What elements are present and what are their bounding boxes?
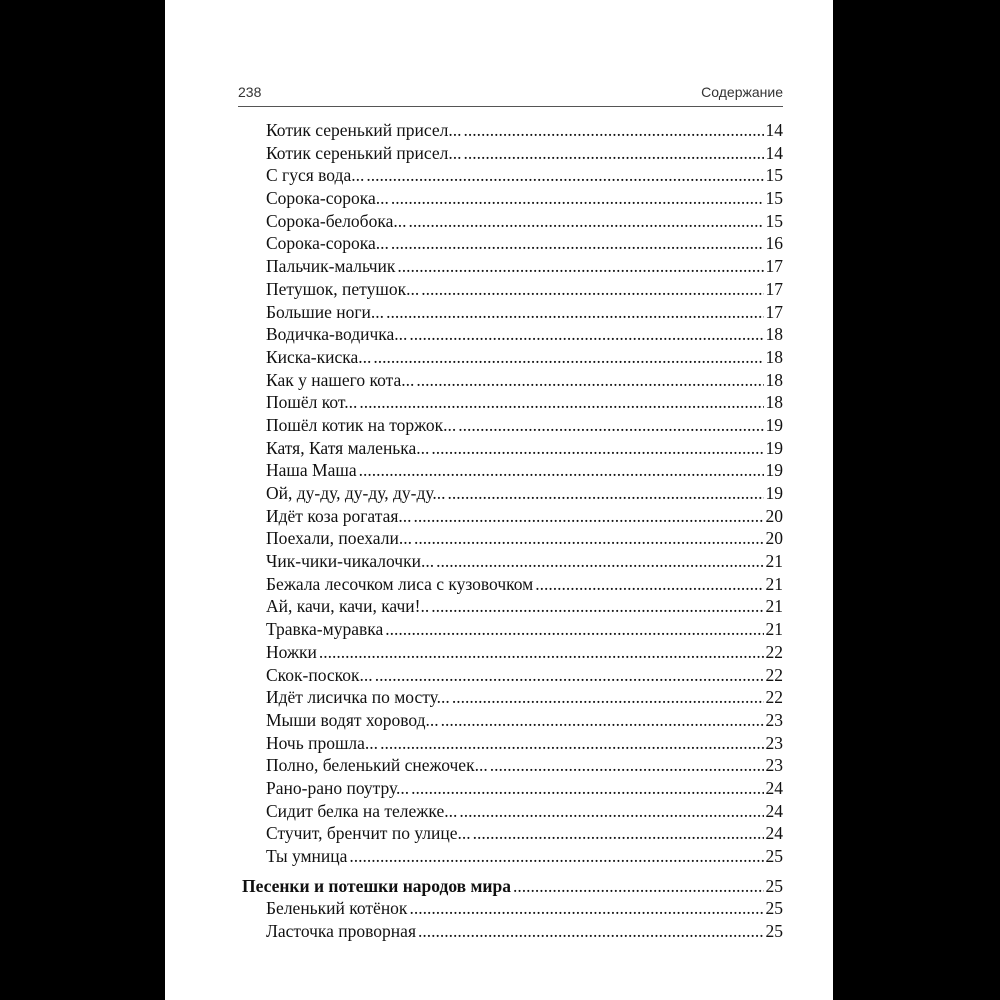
toc-entry-page: 14: [765, 142, 783, 163]
dot-leader: [359, 459, 764, 482]
dot-leader: [448, 482, 764, 505]
dot-leader: [359, 391, 763, 414]
dot-leader: [385, 618, 763, 641]
dot-leader: [458, 414, 763, 437]
toc-entry: [238, 255, 783, 278]
toc-entry-title: Чик-чики-чикалочки...: [266, 551, 435, 572]
toc-entry-title: Идёт лисичка по мосту...: [266, 687, 450, 708]
dot-leader: [414, 505, 764, 528]
toc-entry-page: 14: [765, 120, 783, 140]
toc-entry-title: Ой, ду-ду, ду-ду, ду-ду...: [266, 483, 446, 503]
toc-entry-title: Идёт коза рогатая...: [266, 505, 412, 526]
toc-entry: [238, 119, 783, 142]
toc-entry-title: Пальчик-мальчик: [266, 256, 396, 277]
toc-entry-page: 15: [765, 188, 783, 209]
toc-entry: [238, 732, 783, 755]
toc-entry: [238, 391, 783, 414]
toc-entry-title: Поехали, поехали...: [266, 528, 412, 549]
dot-leader: [408, 210, 763, 233]
toc-entry-page: 20: [765, 528, 783, 549]
toc-entry: [238, 505, 783, 528]
toc-entry: [238, 210, 783, 233]
toc-entry: [238, 845, 783, 868]
toc-group-heading: [238, 875, 783, 898]
toc-entry: [238, 437, 783, 460]
toc-entry: [238, 897, 783, 920]
toc-entry: [238, 754, 783, 777]
toc-entry-title: Котик серенький присел...: [266, 142, 462, 163]
toc-entry: [238, 686, 783, 709]
dot-leader: [349, 845, 763, 868]
toc-entry-page: 22: [765, 641, 783, 662]
dot-leader: [441, 709, 764, 732]
toc-entry-page: 16: [765, 233, 783, 254]
toc-entry-title: Ласточка проворная: [266, 921, 416, 942]
toc-entry: [238, 595, 783, 618]
book-page: [165, 0, 833, 1000]
dot-leader: [464, 142, 764, 165]
toc-entry-page: 21: [765, 596, 783, 617]
toc-entry: [238, 822, 783, 845]
toc-entry: [238, 414, 783, 437]
toc-entry-title: Беленький котёнок: [266, 898, 408, 919]
dot-leader: [391, 187, 764, 210]
toc-entry-title: Сорока-белобока...: [266, 210, 407, 231]
toc-entry-page: 17: [765, 256, 783, 277]
toc-entry-page: 22: [765, 664, 783, 685]
toc-entry-page: 19: [765, 437, 783, 458]
toc-entry-page: 23: [765, 755, 783, 776]
toc-entry-title: Ты умница: [266, 846, 348, 866]
toc-entry: [238, 573, 783, 596]
toc-entry-title: Бежала лесочком лиса с кузовочком: [266, 573, 534, 594]
dot-leader: [414, 527, 764, 550]
dot-leader: [535, 573, 763, 596]
dot-leader: [464, 119, 764, 142]
toc-entry-title: Наша Маша: [266, 460, 357, 481]
toc-entry-page: 17: [765, 301, 783, 322]
toc-entry: [238, 142, 783, 165]
toc-entry-title: Сидит белка на тележке...: [266, 800, 458, 821]
toc-entry-page: 18: [765, 392, 783, 413]
dot-leader: [397, 255, 763, 278]
dot-leader: [418, 920, 764, 943]
dot-leader: [431, 437, 763, 460]
toc-entry-title: Рано-рано поутру...: [266, 777, 410, 798]
dot-leader: [409, 897, 763, 920]
toc-entry-page: 25: [765, 921, 783, 942]
toc-entry: [238, 164, 783, 187]
toc-entry: [238, 527, 783, 550]
dot-leader: [421, 278, 763, 301]
toc-entry-page: 24: [765, 777, 783, 798]
toc-entry-page: 25: [765, 846, 783, 866]
toc-entry-page: 19: [765, 414, 783, 435]
toc-entry-title: Пошёл кот...: [266, 392, 358, 413]
toc-entry-page: 25: [765, 875, 783, 896]
toc-entry-page: 21: [765, 573, 783, 594]
toc-entry-title: Ай, качи, качи, качи!..: [266, 596, 430, 617]
toc-entry-title: С гуся вода...: [266, 165, 365, 186]
toc-entry-title: Ночь прошла...: [266, 732, 379, 753]
toc-entry-page: 15: [765, 210, 783, 231]
toc-entry-page: 20: [765, 505, 783, 526]
dot-leader: [380, 732, 763, 755]
toc-entry: [238, 301, 783, 324]
dot-leader: [373, 346, 763, 369]
toc-entry: [238, 777, 783, 800]
toc-entry-page: 24: [765, 800, 783, 821]
toc-entry-page: 19: [765, 483, 783, 503]
dot-leader: [452, 686, 764, 709]
toc-entry-title: Скок-поскок...: [266, 664, 373, 685]
dot-leader: [459, 800, 763, 823]
toc-entry-title: Петушок, петушок...: [266, 278, 420, 299]
toc-entry: [238, 459, 783, 482]
toc-entry: [238, 323, 783, 346]
toc-entry: [238, 920, 783, 943]
table-of-contents: [238, 119, 783, 943]
toc-entry-page: 23: [765, 732, 783, 753]
toc-entry: [238, 346, 783, 369]
toc-entry-page: 25: [765, 898, 783, 919]
dot-leader: [411, 777, 763, 800]
toc-entry-title: Большие ноги...: [266, 301, 385, 322]
toc-entry: [238, 369, 783, 392]
toc-entry-title: Ножки: [266, 641, 317, 662]
toc-entry-title: Пошёл котик на торжок...: [266, 414, 457, 435]
toc-entry-page: 18: [765, 324, 783, 345]
toc-entry-page: 17: [765, 278, 783, 299]
toc-entry-title: Песенки и потешки народов мира: [242, 875, 511, 896]
toc-entry-page: 21: [765, 551, 783, 572]
toc-entry-page: 15: [765, 165, 783, 186]
toc-entry-title: Травка-муравка: [266, 619, 384, 640]
toc-entry-title: Сорока-сорока...: [266, 233, 389, 254]
toc-entry-title: Мыши водят хоровод...: [266, 709, 439, 730]
toc-entry: [238, 709, 783, 732]
dot-leader: [416, 369, 763, 392]
dot-leader: [319, 641, 764, 664]
dot-leader: [375, 664, 764, 687]
toc-entry-page: 18: [765, 346, 783, 367]
toc-entry-title: Как у нашего кота...: [266, 369, 415, 390]
dot-leader: [391, 232, 764, 255]
toc-entry-page: 23: [765, 709, 783, 730]
toc-entry-title: Сорока-сорока...: [266, 188, 389, 209]
toc-entry: [238, 482, 783, 505]
toc-entry-title: Полно, беленький снежочек...: [266, 755, 488, 776]
toc-entry: [238, 800, 783, 823]
dot-leader: [431, 595, 763, 618]
toc-entry: [238, 641, 783, 664]
toc-entry-title: Котик серенький присел...: [266, 120, 462, 140]
dot-leader: [513, 875, 764, 898]
toc-entry-title: Стучит, бренчит по улице...: [266, 823, 471, 844]
toc-entry-page: 18: [765, 369, 783, 390]
dot-leader: [409, 323, 763, 346]
page-number: 238: [238, 84, 262, 100]
toc-entry-title: Катя, Катя маленька...: [266, 437, 430, 458]
toc-entry: [238, 278, 783, 301]
toc-entry-page: 19: [765, 460, 783, 481]
toc-entry-title: Водичка-водичка...: [266, 324, 408, 345]
toc-entry-page: 22: [765, 687, 783, 708]
dot-leader: [473, 822, 764, 845]
toc-entry-page: 21: [765, 619, 783, 640]
dot-leader: [386, 301, 763, 324]
dot-leader: [436, 550, 763, 573]
toc-entry: [238, 550, 783, 573]
dot-leader: [490, 754, 764, 777]
section-title: Содержание: [701, 84, 783, 100]
toc-entry: [238, 187, 783, 210]
toc-entry-title: Киска-киска...: [266, 346, 372, 367]
toc-entry: [238, 618, 783, 641]
toc-entry: [238, 664, 783, 687]
toc-entry: [238, 232, 783, 255]
dot-leader: [366, 164, 763, 187]
running-header: [238, 80, 783, 107]
toc-entry-page: 24: [765, 823, 783, 844]
